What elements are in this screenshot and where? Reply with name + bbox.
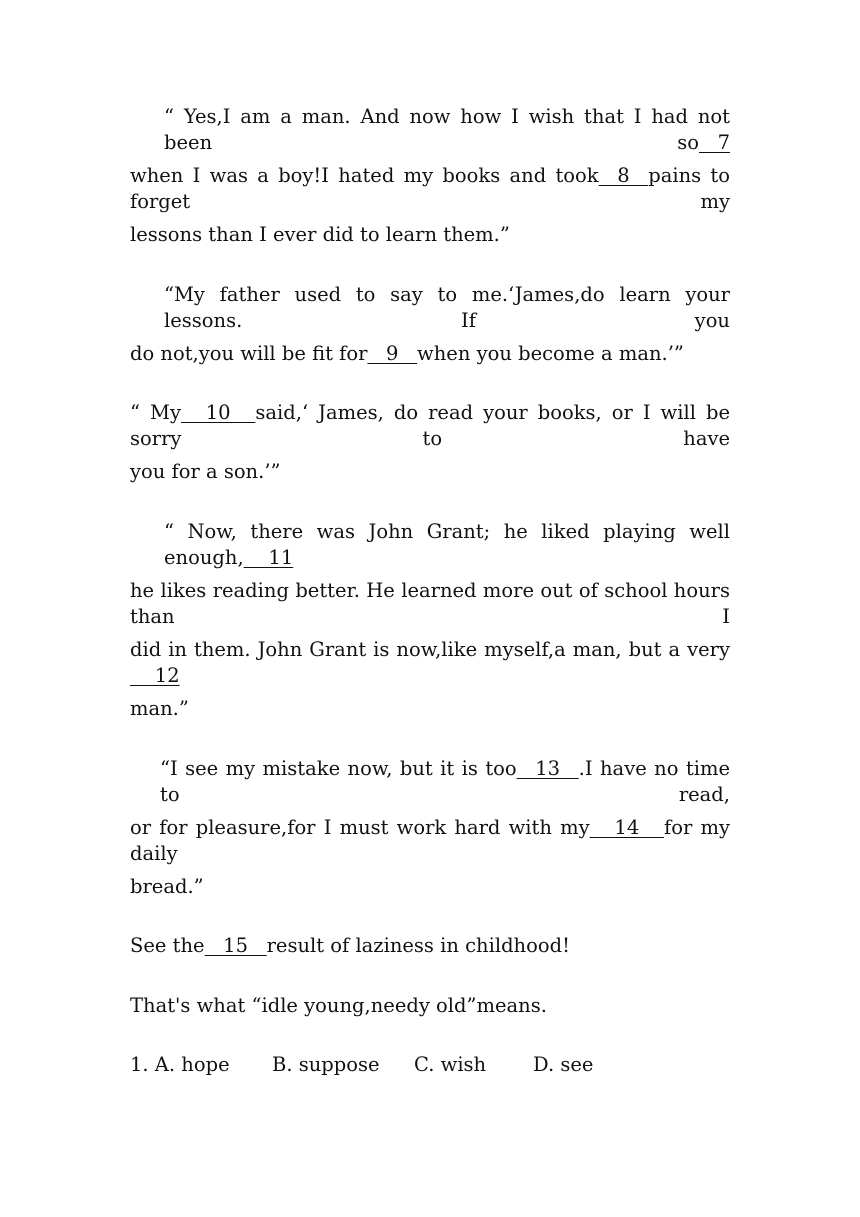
line-text: you for a son.’” <box>130 460 281 483</box>
text-line <box>130 933 730 959</box>
text-line <box>130 993 730 1019</box>
option-d: D. see <box>533 1053 594 1076</box>
text-line <box>130 756 731 806</box>
answer-blank-13: 13 <box>516 757 579 780</box>
line-text: result of laziness in childhood! <box>266 934 570 957</box>
text-line <box>130 163 731 213</box>
line-text: lessons than I ever did to learn them.” <box>130 223 510 246</box>
line-text: “My father used to say to me.‘James,do learn your lessons. If you <box>164 283 730 332</box>
answer-blank-15: 15 <box>204 934 267 957</box>
text-line <box>130 874 730 900</box>
line-text: “I see my mistake now, but it is too <box>160 757 517 780</box>
question-1 <box>130 1052 730 1078</box>
answer-blank-9: 9 <box>367 342 418 365</box>
answer-blank-10: 10 <box>180 401 256 424</box>
line-text: pains to forget my <box>130 164 731 213</box>
text-line <box>130 222 730 248</box>
line-text: “ Now, there was John Grant; he liked playing well enough, <box>164 520 730 569</box>
line-text: “ My <box>130 401 181 424</box>
option-a: 1. A. hope <box>130 1053 230 1076</box>
line-text: when you become a man.’” <box>417 342 684 365</box>
text-line <box>130 519 730 569</box>
line-text: That's what “idle young,needy old”means. <box>130 994 547 1017</box>
line-text: .I have no time to read, <box>160 757 731 806</box>
answer-blank-7: 7 <box>698 131 730 154</box>
text-line <box>130 400 731 450</box>
text-line <box>130 459 730 485</box>
line-text: did in them. John Grant is now,like myself,a man, but a very <box>130 638 730 661</box>
answer-blank-14: 14 <box>589 816 665 839</box>
line-text: do not,you will be fit for <box>130 342 368 365</box>
line-text: or for pleasure,for I must work hard with my <box>130 816 590 839</box>
answer-blank-12: 12 <box>130 664 180 687</box>
line-text: “ Yes,I am a man. And now how I wish that I had not been so <box>164 105 730 154</box>
text-line <box>130 341 730 367</box>
answer-blank-11: 11 <box>243 546 294 569</box>
line-text: man.” <box>130 697 189 720</box>
answer-blank-8: 8 <box>598 164 649 187</box>
option-b: B. suppose <box>272 1053 380 1076</box>
line-text: See the <box>130 934 205 957</box>
text-line <box>130 578 730 628</box>
text-line <box>130 696 730 722</box>
text-line <box>130 104 730 154</box>
line-text: said,‘ James, do read your books, or I will be sorry to have <box>130 401 731 450</box>
option-c: C. wish <box>414 1053 487 1076</box>
line-text: for my daily <box>130 816 731 865</box>
text-line <box>130 815 731 865</box>
text-line <box>130 637 730 687</box>
text-line <box>130 282 730 332</box>
line-text: he likes reading better. He learned more out of school hours than I <box>130 579 730 628</box>
line-text: when I was a boy!I hated my books and took <box>130 164 599 187</box>
line-text: bread.” <box>130 875 204 898</box>
